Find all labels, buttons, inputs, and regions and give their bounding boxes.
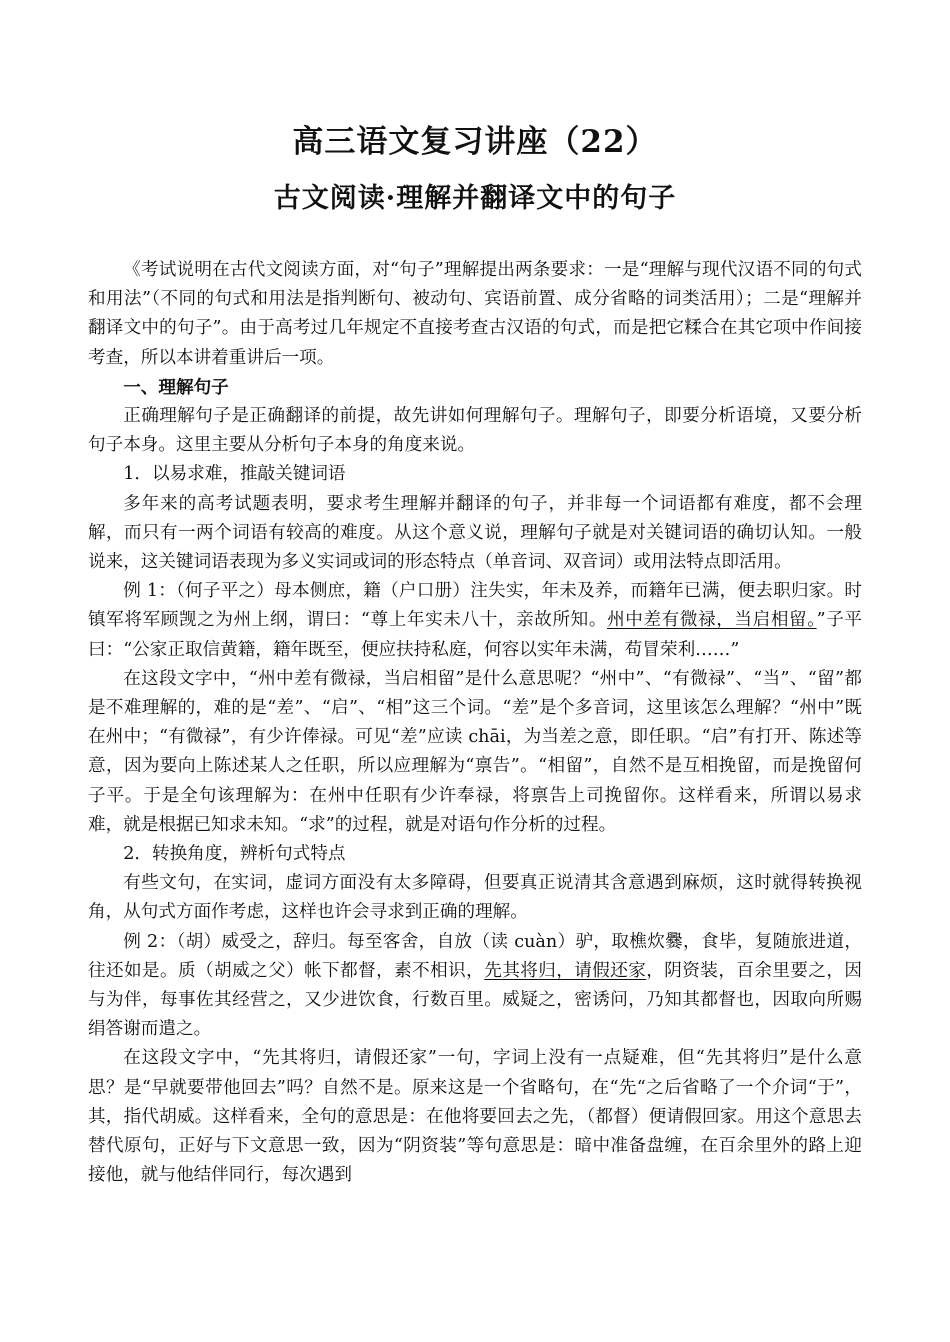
page-title: 高三语文复习讲座（22） [292, 124, 658, 160]
example-1-paragraph [88, 577, 862, 665]
example-2-text-continued: ，阴资装，百余里要之，因与为伴，每事佐其经营之，又少进饮食，行数百里。威疑之，密诱问，乃知其都督也，因取向所赐绢答谢而遣之。 [88, 960, 862, 1040]
document-body [88, 256, 862, 1191]
example-2-text: 例 2：（胡）威受之，辞归。每至客舍，自放（读 cuàn）驴，取樵炊爨，食毕，复随旅进道，往还如是。质（胡威之父）帐下都督，素不相识， [88, 931, 862, 981]
example-1-underlined-sentence: 州中差有微禄，当启相留。 [607, 610, 817, 631]
example-1-analysis: 在这段文字中，“州中差有微禄，当启相留”是什么意思呢？“州中”、“有微禄”、“当”、“留”都是不难理解的，难的是“差”、“启”、“相”这三个词。“差”是个多音词，这里该怎么理解？“州中”既在州中；“有微禄”，有少许俸禄。可见“差”应读 chāi，为当差之意，即任职。“启”有打开、陈述等意，因为要向上陈述某人之任职，所以应理解为“禀告”。“相留”，自然不是互相挽留，而是挽留何子平。于是全句该理解为：在州中任职有少许奉禄，将禀告上司挽留你。这样看来，所谓以易求难，就是根据已知求未知。“求”的过程，就是对语句作分析的过程。 [88, 668, 862, 835]
example-1-text: 例 1：（何子平之）母本侧庶，籍（户口册）注失实，年未及养，而籍年已满，便去职归家。时镇军将军顾觊之为州上纲，谓曰：“尊上年实未八十，亲故所知。 [88, 581, 862, 631]
subsection-heading: 1．以易求难，推敲关键词语 [123, 464, 346, 485]
subsection-paragraph: 多年来的高考试题表明，要求考生理解并翻译的句子，并非每一个词语都有难度，都不会理解，而只有一两个词语有较高的难度。从这个意义说，理解句子就是对关键词语的确切认知。一般说来，这关键词语表现为多义实词或词的形态特点（单音词、双音词）或用法特点即活用。 [88, 493, 862, 573]
example-2-paragraph [88, 928, 862, 1045]
page-subtitle: 古文阅读·理解并翻译文中的句子 [273, 183, 677, 214]
example-1-text-continued: ”子平曰：“公家正取信黄籍，籍年既至，便应扶持私庭，何容以实年未满，苟冒荣利……” [88, 610, 862, 660]
intro-paragraph: 《考试说明在古代文阅读方面，对“句子”理解提出两条要求：一是“理解与现代汉语不同的句式和用法”（不同的句式和用法是指判断句、被动句、宾语前置、成分省略的词类活用）；二是“理解并翻译文中的句子”。由于高考过几年规定不直接考查古汉语的句式，而是把它糅合在其它项中作间接考查，所以本讲着重讲后一项。 [88, 260, 862, 368]
subsection-heading: 2．转换角度，辨析句式特点 [123, 844, 346, 865]
example-2-underlined-sentence: 先其将归，请假还家 [484, 960, 647, 981]
subsection-paragraph: 有些文句，在实词，虚词方面没有太多障碍，但要真正说清其含意遇到麻烦，这时就得转换视角，从句式方面作考虑，这样也许会寻求到正确的理解。 [88, 873, 862, 923]
section-paragraph: 正确理解句子是正确翻译的前提，故先讲如何理解句子。理解句子，即要分析语境，又要分析句子本身。这里主要从分析句子本身的角度来说。 [88, 406, 862, 456]
example-2-analysis: 在这段文字中，“先其将归，请假还家”一句，字词上没有一点疑难，但“先其将归”是什么意思？是“早就要带他回去”吗？自然不是。原来这是一个省略句，在“先“之后省略了一个介词“于”，其，指代胡威。这样看来，全句的意思是：在他将要回去之先，（都督）便请假回家。用这个意思去替代原句，正好与下文意思一致，因为“阴资装”等句意思是：暗中准备盘缠，在百余里外的路上迎接他，就与他结伴同行，每次遇到 [88, 1048, 862, 1186]
section-heading: 一、理解句子 [123, 376, 229, 398]
